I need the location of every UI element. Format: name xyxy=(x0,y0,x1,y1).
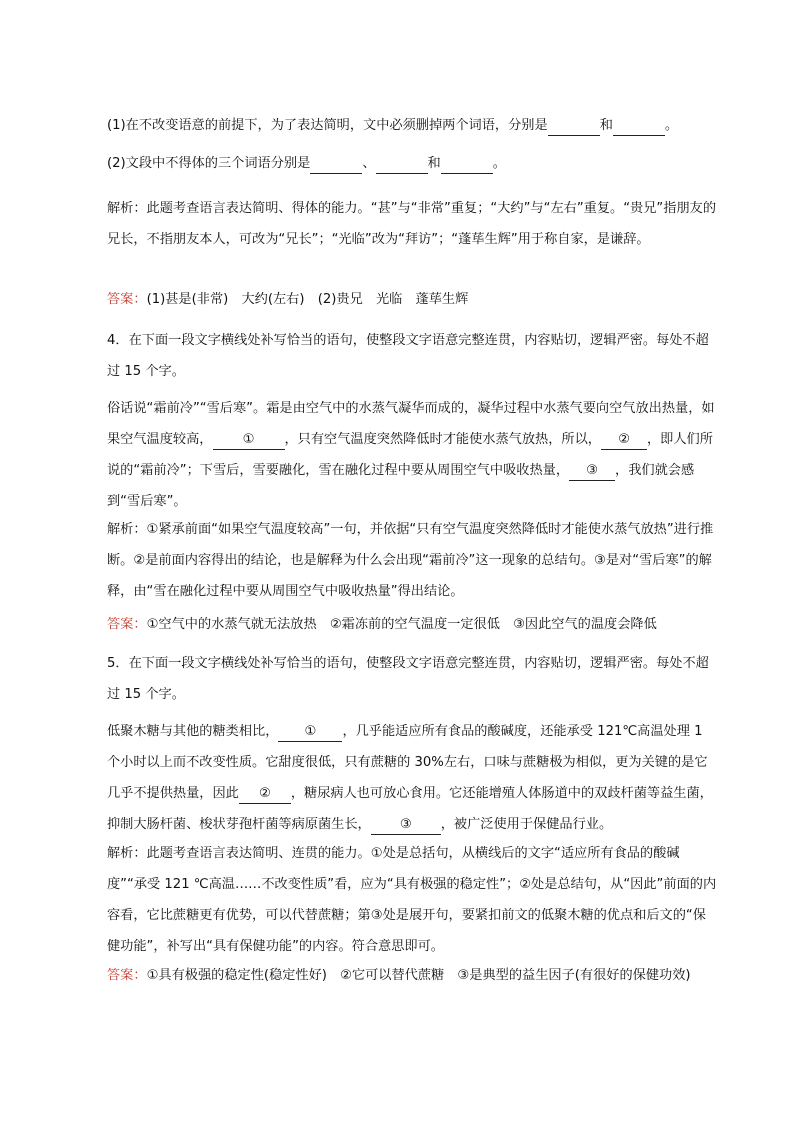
q2-separator: 、 xyxy=(362,156,376,171)
answer-text: (1)甚是(非常) 大约(左右) (2)贵兄 光临 蓬荜生辉 xyxy=(146,292,469,307)
answer-label: 答案： xyxy=(107,617,147,632)
question-4-stem: 4．在下面一段文字横线处补写恰当的语句，使整段文字语意完整连贯，内容贴切，逻辑严密。每处不超过 15 个字。 xyxy=(107,333,709,379)
passage-text: 低聚木糖与其他的糖类相比， xyxy=(107,724,279,739)
question-3-part-2 xyxy=(107,148,719,179)
question-4-passage xyxy=(107,393,719,517)
blank-2: ② xyxy=(601,431,647,450)
passage-text: ，即人们所说的“霜前冷”；下雪后，雪要融化，雪在融化过程中要从周围空气中吸收热量， xyxy=(107,432,713,478)
question-5-answer xyxy=(107,960,719,991)
question-5-stem: 5．在下面一段文字横线处补写恰当的语句，使整段文字语意完整连贯，内容贴切，逻辑严密。每处不超过 15 个字。 xyxy=(107,656,709,702)
answer-label: 答案： xyxy=(107,292,147,307)
passage-text: ，只有空气温度突然降低时才能使水蒸气放热，所以， xyxy=(284,432,601,447)
passage-text: ，几乎能适应所有食品的酸碱度，还能承受 121℃高温处理 1 个小时以上而不改变性质。它甜度很低，只有蔗糖的 30%左右，口味与蔗糖极为相似，更为关键的是它几乎不提供热量，因此 xyxy=(107,724,708,801)
blank-1: ① xyxy=(278,723,342,742)
passage-text: 俗话说“霜前冷”“雪后寒”。霜是由空气中的水蒸气凝华而成的，凝华过程中水蒸气要向空气放出热量，如果空气温度较高， xyxy=(107,401,715,447)
answer-blank xyxy=(441,155,493,174)
q1-period: 。 xyxy=(664,118,679,133)
q1-text: (1)在不改变语意的前提下，为了表达简明，文中必须删掉两个词语，分别是 xyxy=(107,118,548,133)
question-5-passage xyxy=(107,716,719,840)
q2-connector: 和 xyxy=(427,156,441,171)
blank-3: ③ xyxy=(569,462,615,481)
q2-text: (2)文段中不得体的三个词语分别是 xyxy=(107,156,311,171)
answer-label: 答案： xyxy=(107,968,147,983)
answer-text: ①具有极强的稳定性(稳定性好) ②它可以替代蔗糖 ③是典型的益生因子(有很好的保健功效) xyxy=(146,968,691,983)
question-3-answer xyxy=(107,284,719,315)
question-3-part-1 xyxy=(107,110,719,141)
passage-text: ，我们就会感到“雪后寒”。 xyxy=(107,463,695,509)
blank-3: ③ xyxy=(371,816,441,835)
answer-blank xyxy=(376,155,428,174)
question-3-explanation: 解析：此题考查语言表达简明、得体的能力。“甚”与“非常”重复；“大约”与“左右”重复。“贵兄”指朋友的兄长，不指朋友本人，可改为“兄长”；“光临”改为“拜访”；“蓬荜生辉”用于称自家，是谦辞。 xyxy=(107,201,717,247)
answer-blank xyxy=(613,117,665,136)
blank-2: ② xyxy=(239,785,291,804)
question-5-explanation: 解析：此题考查语言表达简明、连贯的能力。①处是总括句，从横线后的文字“适应所有食品的酸碱度”“承受 121 ℃高温……不改变性质”看，应为“具有极强的稳定性”；②处是总结句，从“因此”前面的内容看，它比蔗糖更有优势，可以代替蔗糖；第③处是展开句，要紧扣前文的低聚木糖的优点和后文的“保健功能”，补写出“具有保健功能”的内容。符合意思即可。 xyxy=(107,846,717,954)
answer-blank xyxy=(548,117,600,136)
question-4-explanation: 解析：①紧承前面“如果空气温度较高”一句，并依据“只有空气温度突然降低时才能使水蒸气放热”进行推断。②是前面内容得出的结论，也是解释为什么会出现“霜前冷”这一现象的总结句。③是对“雪后寒”的解释，由“雪在融化过程中要从周围空气中吸收热量”得出结论。 xyxy=(107,522,714,599)
passage-text: ，糖尿病人也可放心食用。它还能增殖人体肠道中的双歧杆菌等益生菌，抑制大肠杆菌、梭状芽孢杆菌等病原菌生长， xyxy=(107,786,713,832)
blank-1: ① xyxy=(213,431,285,450)
answer-blank xyxy=(310,155,362,174)
question-4-answer xyxy=(107,609,719,640)
q2-period: 。 xyxy=(492,156,506,171)
answer-text: ①空气中的水蒸气就无法放热 ②霜冻前的空气温度一定很低 ③因此空气的温度会降低 xyxy=(146,617,657,632)
passage-text: ，被广泛使用于保健品行业。 xyxy=(440,817,613,832)
q1-connector: 和 xyxy=(599,118,613,133)
